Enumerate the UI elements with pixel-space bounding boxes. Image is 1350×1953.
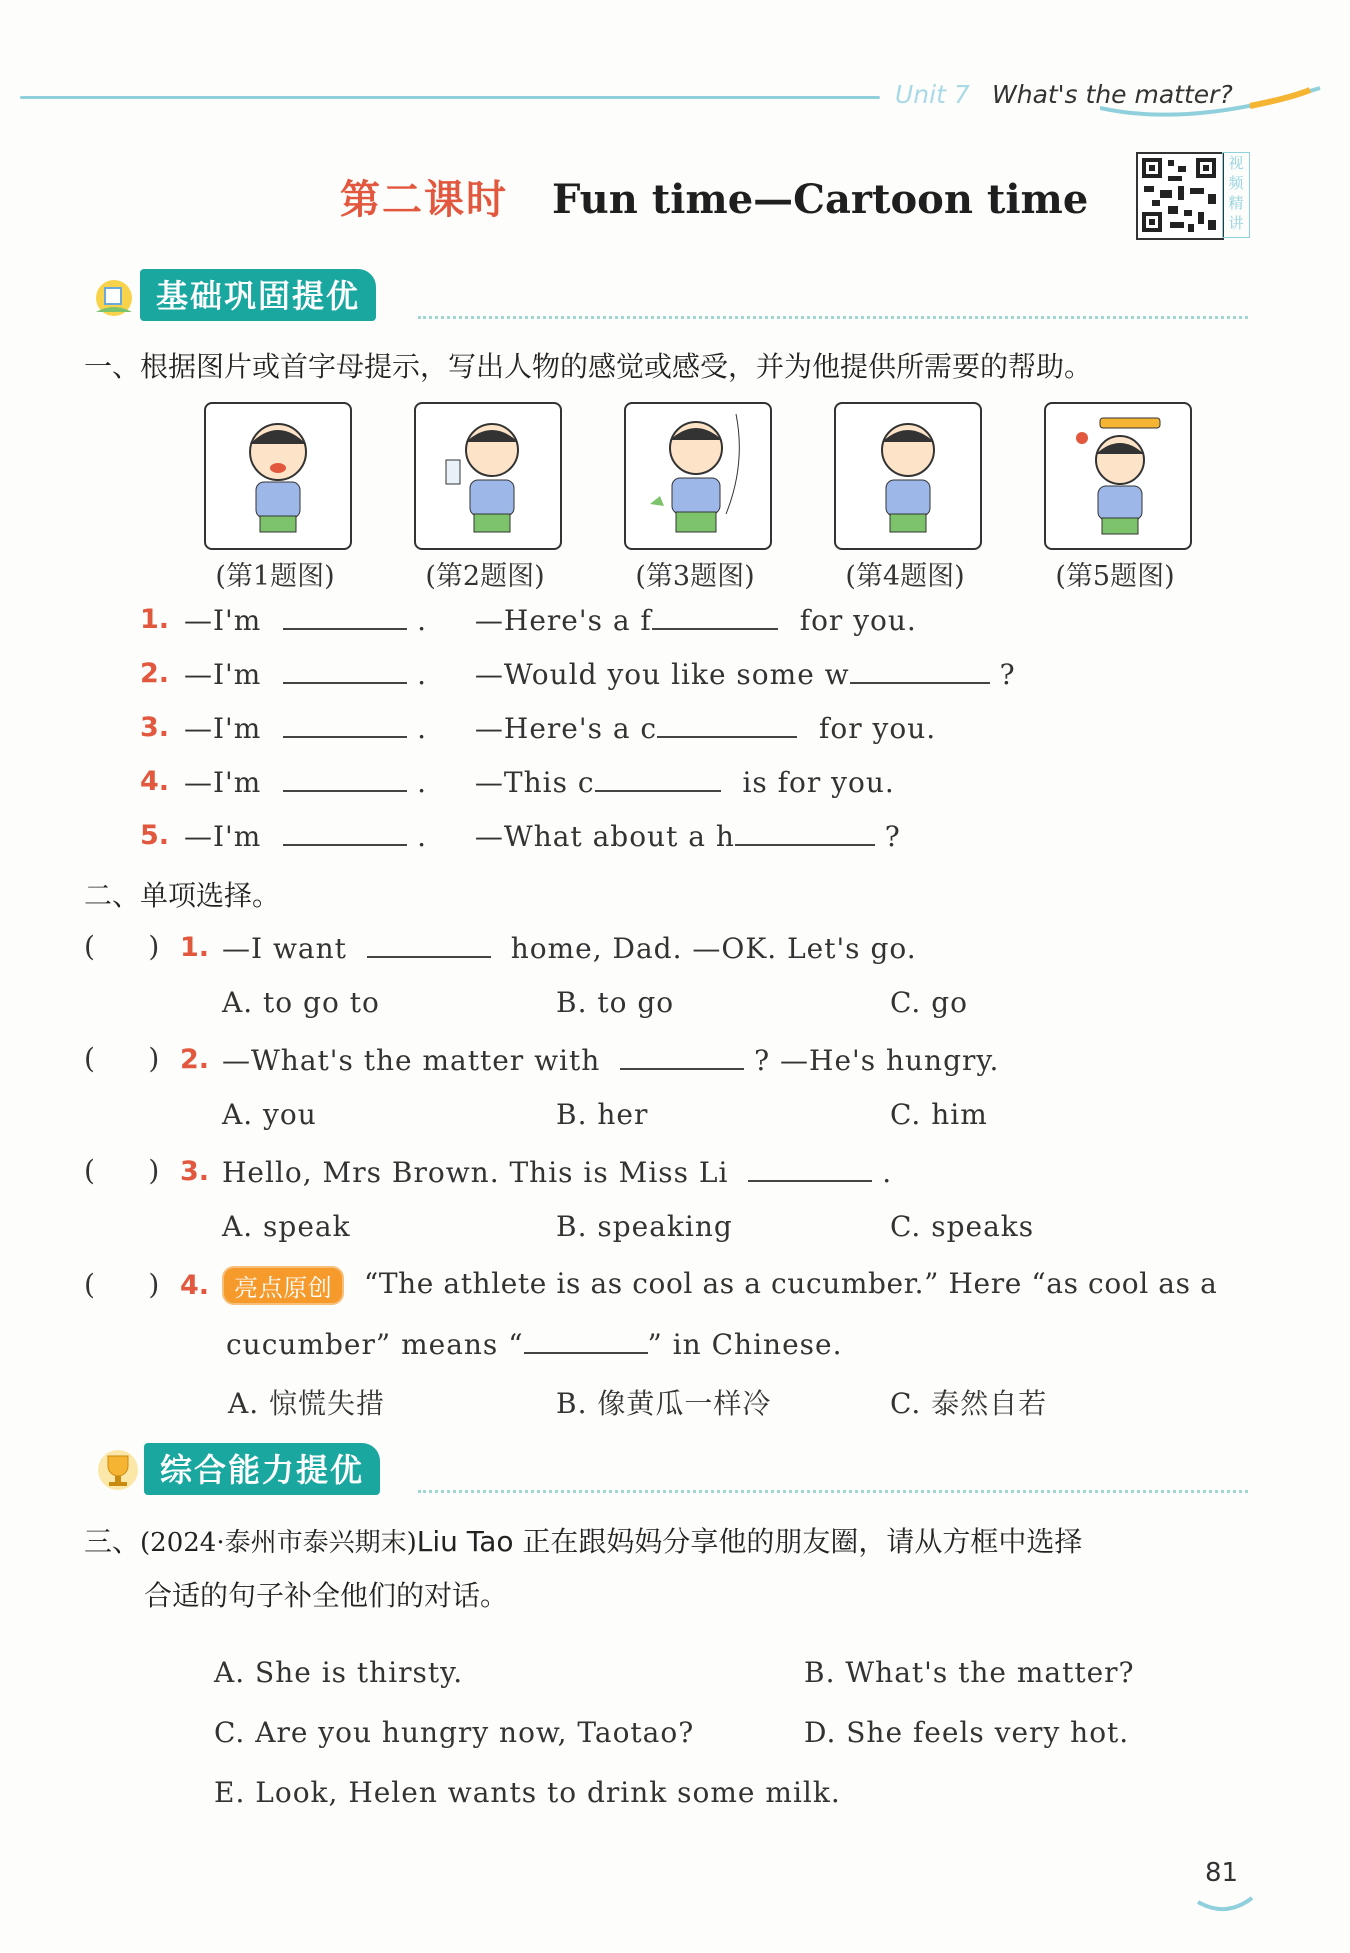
dialogue-b: —This c [474,766,595,799]
stem-text: —I want [222,932,347,965]
option-b: B. her [556,1098,649,1131]
dialogue-a: —I'm [184,604,262,637]
dialogue-c: ? [884,820,901,853]
boy-illustration-icon [206,404,350,548]
picture-boy-tired [834,402,982,550]
answer-blank[interactable] [283,764,407,792]
answer-blank[interactable] [657,710,797,738]
option-a: A. She is thirsty. [214,1656,464,1689]
unit-label: Unit 7 [895,80,970,109]
option-c: C. Are you hungry now, Taotao? [214,1716,695,1749]
answer-blank[interactable] [283,656,407,684]
boy-illustration-icon [1046,404,1190,548]
picture-caption: (第1题图) [215,561,335,592]
fill-line: —I'm . —This c is for you. [184,766,895,799]
picture-caption: (第5题图) [1055,561,1175,592]
qr-label-char: 频 [1228,174,1244,192]
dialogue-b: —Here's a c [474,712,658,745]
trophy-icon [92,1446,144,1492]
option-b: B. 像黄瓜一样冷 [556,1387,772,1420]
question-source: (2024·泰州市泰兴期末) [140,1528,417,1558]
question-number-cn: 三、 [84,1525,141,1558]
answer-blank[interactable] [748,1154,872,1182]
answer-blank[interactable] [283,602,407,630]
stem-text: home, Dad. —OK. Let's go. [510,932,917,965]
item-number: 3. [180,1156,210,1187]
question-3-instruction-line2: 合适的句子补全他们的对话。 [144,1579,509,1612]
dotted-rule [418,316,1248,319]
answer-blank[interactable] [367,930,491,958]
picture-boy-hungry [204,402,352,550]
picture-caption: (第2题图) [425,561,545,592]
qr-code[interactable] [1136,152,1224,240]
qr-label [1222,152,1250,238]
picture-boy-cold [624,402,772,550]
section-title: 综合能力提优 [144,1443,380,1495]
dialogue-c: for you. [819,712,937,745]
unit-title: What's the matter? [992,80,1233,109]
dialogue-a: —I'm [184,766,262,799]
dialogue-c: ? [999,658,1016,691]
section-banner-comprehensive [92,1446,380,1492]
fill-line: —I'm . —Here's a c for you. [184,712,937,745]
item-number: 2. [180,1044,210,1075]
question-3-instruction [84,1520,1082,1560]
section-banner-basic [88,272,376,318]
picture-caption: (第3题图) [635,561,755,592]
dialogue-a: —I'm [184,712,262,745]
page-number-swoosh [1196,1896,1256,1916]
option-c: C. go [890,986,969,1019]
question-stem [222,1266,1217,1305]
option-c: C. 泰然自若 [890,1387,1048,1420]
qr-label-char: 讲 [1228,214,1244,232]
qr-icon [1138,154,1222,238]
option-c: C. speaks [890,1210,1035,1243]
section-title: 基础巩固提优 [140,269,376,321]
dialogue-c: is for you. [742,766,895,799]
dialogue-b: —Here's a f [474,604,652,637]
answer-blank[interactable] [850,656,990,684]
instruction-text: Liu Tao 正在跟妈妈分享他的朋友圈，请从方框中选择 [416,1525,1083,1558]
lesson-title-en: Fun time—Cartoon time [551,176,1089,223]
option-a: A. to go to [222,986,380,1019]
boy-illustration-icon [836,404,980,548]
fill-line: —I'm . —Here's a f for you. [184,604,917,637]
option-a: A. you [222,1098,317,1131]
stem-text: “The athlete is as cool as a cucumber.” Here “as cool as a [363,1267,1218,1300]
answer-parentheses[interactable]: ( ) [84,1154,160,1187]
option-b: B. What's the matter? [804,1656,1135,1689]
dialogue-b: —Would you like some w [474,658,850,691]
option-a: A. speak [222,1210,351,1243]
question-stem [222,1154,892,1189]
dialogue-b: —What about a h [474,820,735,853]
fill-line: —I'm . —What about a h ? [184,820,901,853]
item-number: 3. [140,712,170,743]
question-stem-line2 [226,1326,842,1361]
stem-text: ? —He's hungry. [754,1044,1000,1077]
picture-row [202,402,1202,592]
answer-blank[interactable] [595,764,721,792]
fill-line: —I'm . —Would you like some w ? [184,658,1016,691]
item-number: 1. [140,604,170,635]
answer-parentheses[interactable]: ( ) [84,930,160,963]
question-stem [222,1042,999,1077]
boy-illustration-icon [626,404,770,548]
lesson-title-cn: 第二课时 [340,176,508,223]
item-number: 4. [140,766,170,797]
boy-illustration-icon [416,404,560,548]
question-1-instruction: 一、根据图片或首字母提示，写出人物的感觉或感受，并为他提供所需要的帮助。 [84,350,1093,383]
header-rule [20,96,880,99]
answer-blank[interactable] [283,710,407,738]
item-number: 5. [140,820,170,851]
answer-parentheses[interactable]: ( ) [84,1042,160,1075]
option-d: D. She feels very hot. [804,1716,1130,1749]
page-number: 81 [1205,1858,1239,1888]
answer-blank[interactable] [735,818,875,846]
dialogue-c: for you. [799,604,917,637]
dialogue-a: —I'm [184,658,262,691]
option-e: E. Look, Helen wants to drink some milk. [214,1776,841,1809]
qr-label-char: 视 [1228,154,1244,172]
stem-text: ” in Chinese. [647,1328,843,1361]
stem-text: . [882,1156,893,1189]
picture-boy-hot [1044,402,1192,550]
lesson-title [340,168,1088,225]
option-b: B. to go [556,986,675,1019]
answer-blank[interactable] [283,818,407,846]
stem-text: cucumber” means “ [226,1328,524,1361]
dialogue-a: —I'm [184,820,262,853]
cube-sun-icon [88,272,140,318]
swoosh-decoration [1100,78,1330,128]
option-b: B. speaking [556,1210,733,1243]
option-c: C. him [890,1098,988,1131]
answer-blank[interactable] [652,602,778,630]
original-badge: 亮点原创 [222,1266,344,1305]
item-number: 2. [140,658,170,689]
item-number: 1. [180,932,210,963]
dotted-rule [418,1490,1248,1493]
item-number: 4. [180,1270,210,1301]
answer-blank[interactable] [524,1326,648,1354]
answer-parentheses[interactable]: ( ) [84,1268,160,1301]
option-a: A. 惊慌失措 [228,1387,386,1420]
picture-caption: (第4题图) [845,561,965,592]
answer-blank[interactable] [620,1042,744,1070]
picture-boy-thirsty [414,402,562,550]
stem-text: —What's the matter with [222,1044,601,1077]
question-stem [222,930,917,965]
stem-text: Hello, Mrs Brown. This is Miss Li [222,1156,729,1189]
question-2-instruction: 二、单项选择。 [84,879,281,912]
qr-label-char: 精 [1228,194,1244,212]
